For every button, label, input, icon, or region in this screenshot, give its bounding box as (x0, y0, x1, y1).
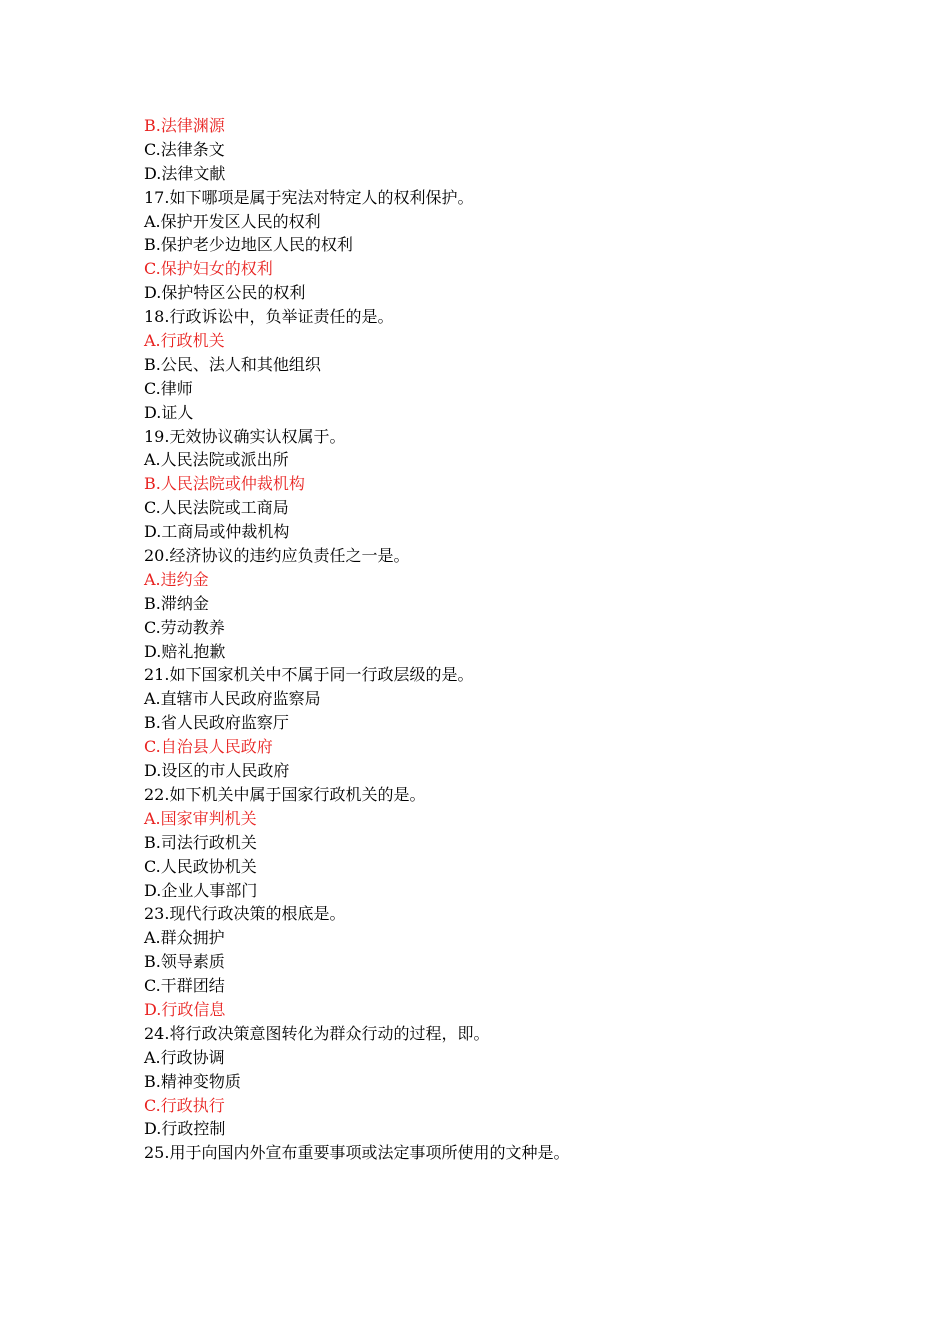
option-text: A.行政协调 (144, 1047, 225, 1067)
answer-option: A.违约金 (144, 569, 209, 589)
option-text: A.人民法院或派出所 (144, 450, 289, 470)
question-list (144, 114, 824, 1165)
option-text: B.省人民政府监察厅 (144, 713, 289, 733)
question-text: 20.经济协议的违约应负责任之一是。 (144, 546, 410, 566)
option-text: A.直辖市人民政府监察局 (144, 689, 321, 709)
option-text: C.法律条文 (144, 139, 225, 159)
option-text: B.公民、法人和其他组织 (144, 354, 321, 374)
option-text: A.保护开发区人民的权利 (144, 211, 321, 231)
option-text: C.律师 (144, 378, 193, 398)
question-text: 22.如下机关中属于国家行政机关的是。 (144, 784, 426, 804)
question-text: 17.如下哪项是属于宪法对特定人的权利保护。 (144, 187, 474, 207)
option-text: C.劳动教养 (144, 617, 225, 637)
question-text: 23.现代行政决策的根底是。 (144, 904, 346, 924)
option-text: A.群众拥护 (144, 928, 225, 948)
option-text: D.证人 (144, 402, 194, 422)
answer-option: B.法律渊源 (144, 116, 225, 135)
option-text: D.设区的市人民政府 (144, 761, 290, 781)
option-text: B.保护老少边地区人民的权利 (144, 235, 353, 255)
question-text: 19.无效协议确实认权属于。 (144, 426, 346, 446)
option-text: D.赔礼抱歉 (144, 641, 226, 661)
answer-option: A.国家审判机关 (144, 808, 257, 828)
question-text: 24.将行政决策意图转化为群众行动的过程，即。 (144, 1023, 490, 1043)
option-text: D.行政控制 (144, 1119, 226, 1139)
answer-option: B.人民法院或仲裁机构 (144, 474, 305, 494)
option-text: C.人民政协机关 (144, 856, 257, 876)
option-text: B.滞纳金 (144, 593, 209, 613)
option-text: B.领导素质 (144, 952, 225, 972)
question-text: 18.行政诉讼中，负举证责任的是。 (144, 307, 394, 327)
option-text: C.干群团结 (144, 976, 225, 996)
question-text: 21.如下国家机关中不属于同一行政层级的是。 (144, 665, 474, 685)
answer-option: C.行政执行 (144, 1095, 225, 1115)
answer-option: C.保护妇女的权利 (144, 259, 273, 279)
answer-option: A.行政机关 (144, 331, 225, 351)
question-text: 25.用于向国内外宣布重要事项或法定事项所使用的文种是。 (144, 1143, 570, 1163)
answer-option: D.行政信息 (144, 999, 226, 1019)
option-text: B.司法行政机关 (144, 832, 257, 852)
option-text: D.企业人事部门 (144, 880, 258, 900)
option-text: B.精神变物质 (144, 1071, 241, 1091)
answer-option: C.自治县人民政府 (144, 737, 273, 757)
option-text: C.人民法院或工商局 (144, 498, 289, 518)
option-text: D.保护特区公民的权利 (144, 283, 306, 303)
option-text: D.法律文献 (144, 163, 226, 183)
option-text: D.工商局或仲裁机构 (144, 522, 290, 542)
